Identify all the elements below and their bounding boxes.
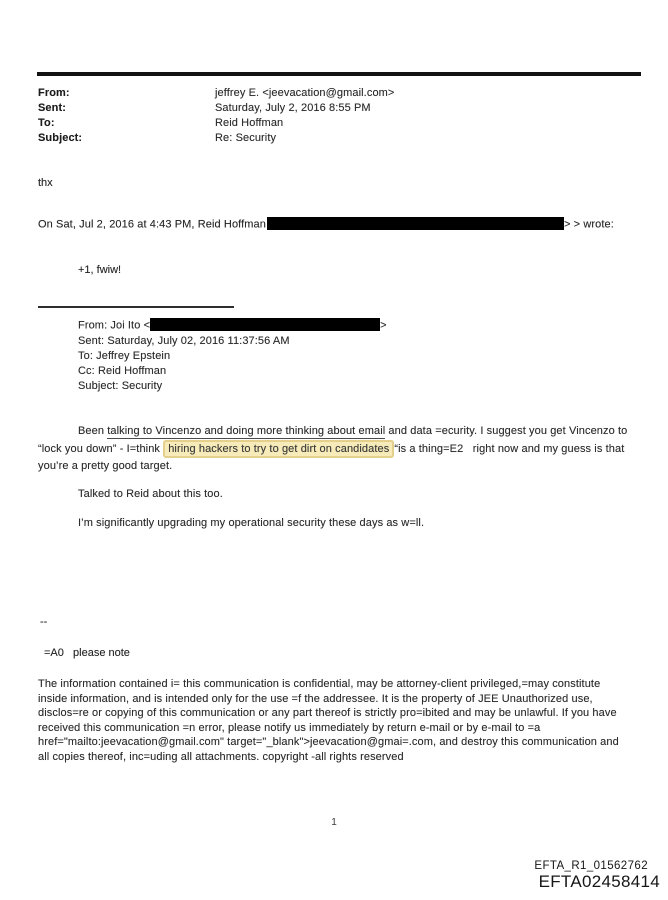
disclaimer-line: all copies thereof, inc=uding all attachments. copyright -all rights reserved — [38, 750, 404, 763]
sent-value: Saturday, July 2, 2016 8:55 PM — [215, 102, 371, 114]
inner-cc-line: Cc: Reid Hoffman — [78, 365, 167, 378]
header-row-sent — [38, 101, 648, 116]
quote-intro-suffix: > > wrote: — [564, 218, 614, 231]
disclaimer-line: disclos=re or copying of this communication or any part thereof is strictly pro=ibited and may be unlawful. If you have — [38, 707, 617, 720]
page-number: 1 — [331, 817, 337, 828]
para1-underlined-text: talking to Vincenzo and doing more thinking about email — [107, 425, 386, 437]
confidentiality-disclaimer — [38, 677, 654, 765]
disclaimer-line: The information contained i= this communication is confidential, may be attorney-client privileged,=may constitute — [38, 678, 601, 690]
from-label: From: — [38, 87, 70, 99]
highlighted-phrase: hiring hackers to try to get dirt on candidates — [163, 440, 394, 458]
redaction-bar-joi-email — [150, 318, 380, 331]
bates-stamps — [534, 860, 660, 891]
signature-note: =A0 please note — [44, 647, 130, 659]
inner-from-prefix: From: Joi Ito < — [78, 319, 151, 332]
inner-from-line — [78, 318, 387, 334]
email-header — [38, 86, 648, 146]
inner-from-suffix: > — [380, 319, 387, 332]
message-paragraph-upgrading-security: I’m significantly upgrading my operational security these days as w=ll. — [78, 517, 425, 529]
subject-value: Re: Security — [215, 132, 277, 144]
message-paragraph-talked-to-reid: Talked to Reid about this too. — [78, 488, 223, 500]
inner-subject-line: Subject: Security — [78, 380, 163, 393]
disclaimer-line: href="mailto:jeevacation@gmail.com" target="_blank">jeevacation@gmai=.com, and destroy this communication and — [38, 736, 619, 749]
para1-line1-end: and data =ecurity. I suggest you get Vincenzo to — [385, 425, 628, 437]
quoted-reply-text: +1, fwiw! — [78, 264, 122, 276]
header-row-from — [38, 86, 648, 101]
signature-divider-line — [38, 306, 234, 308]
quote-intro-line — [38, 217, 658, 232]
signature-dashes: -- — [40, 616, 48, 628]
redaction-bar-email-address — [267, 217, 564, 230]
para1-text-start: Been — [78, 425, 108, 437]
from-value: jeffrey E. <jeevacation@gmail.com> — [215, 87, 395, 99]
inner-sent-line: Sent: Saturday, July 02, 2016 11:37:56 AM — [78, 334, 290, 347]
forwarded-message-header — [78, 318, 387, 394]
inner-to-line: To: Jeffrey Epstein — [78, 349, 171, 362]
disclaimer-line: received this communication =n error, please notify us immediately by return e-mail or by e-mail to =a — [38, 721, 541, 734]
para1-line2-end: “is a thing=E2 right now and my guess is that — [394, 442, 625, 455]
header-row-to — [38, 116, 648, 131]
disclaimer-line: inside information, and is intended only for the use =f the addressee. It is the property of JEE Unauthorized use, — [38, 692, 593, 705]
to-label: To: — [38, 117, 55, 129]
reply-text: thx — [38, 177, 53, 189]
header-row-subject — [38, 131, 648, 146]
header-top-rule — [37, 72, 641, 76]
sent-label: Sent: — [38, 102, 66, 114]
subject-label: Subject: — [38, 132, 83, 144]
para1-line3: you’re a pretty good target. — [38, 460, 173, 473]
para1-line2-start: “lock you down” - I=think — [38, 442, 164, 455]
bates-stamp-document-id: EFTA02458414 — [538, 872, 660, 891]
message-paragraph-security — [38, 423, 650, 476]
bates-stamp-production-id: EFTA_R1_01562762 — [534, 860, 648, 872]
to-value: Reid Hoffman — [215, 117, 284, 129]
quote-intro-prefix: On Sat, Jul 2, 2016 at 4:43 PM, Reid Hoffman — [38, 218, 266, 231]
